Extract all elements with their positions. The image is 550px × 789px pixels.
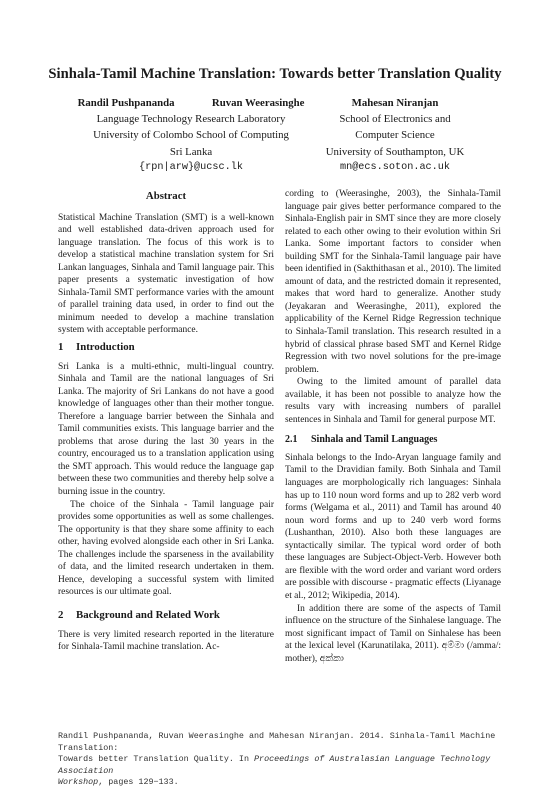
author-email: mn@ecs.soton.ac.uk: [339, 161, 451, 173]
citation-footer: [58, 731, 498, 789]
paper-title: Sinhala-Tamil Machine Translation: Towards better Translation Quality: [48, 66, 502, 82]
left-column: [58, 190, 274, 654]
section-number: 1: [58, 341, 64, 354]
author-names-left: [66, 95, 316, 111]
footer-line: Towards better Translation Quality. In Proceedings of Australasian Language Technology Association: [58, 754, 491, 776]
abstract-heading: Abstract: [145, 190, 187, 202]
section-heading: [58, 609, 274, 622]
footer-line: Workshop, pages 129−133.: [58, 777, 179, 788]
section-number: 2: [58, 608, 64, 621]
footer-line: Randil Pushpananda, Ruvan Weerasinghe and Mahesan Niranjan. 2014. Sinhala-Tamil Machine Translation:: [58, 731, 496, 753]
paragraph: In addition there are some of the aspects of Tamil influence on the structure of the Sinhalese language. The most significant impact of Tamil on Sinhalese has been at the lexical level (Karunatilaka, 2011). අම්මා (/amma/: mother), අක්කා: [285, 603, 501, 664]
affiliation-line: Sri Lanka: [169, 145, 213, 158]
paragraph: cording to (Weerasinghe, 2003), the Sinhala-Tamil language pair gives better performance compared to the Sinhala-English pair in SMT since they are more closely related to each other owing to their evolution within Sri Lanka. Some important factors to consider when building SMT for the Sinhala-Tamil language pair have been identified in (Sakthithasan et al., 2010). The limited amount of data, and the restricted domain it represented, makes that word hard to generalize. Another study (Jeyakaran and Weerasinghe, 2011), explored the applicability of the Kernel Ridge Regression technique to Sinhala-Tamil translation. This research resulted in a hybrid of classical phrase based SMT and Kernel Ridge Regression with two novel solutions for the pre-image problem.: [285, 189, 501, 375]
affiliation-line: Language Technology Research Laboratory: [96, 113, 286, 126]
author-email: {rpn|arw}@ucsc.lk: [139, 161, 243, 173]
paragraph: The choice of the Sinhala - Tamil language pair provides some opportunities as well as some challenges. The opportunity is that they share some affinity to each other, having evolved alongside each other in Sri Lanka. The challenges include the sparseness in the availability of data, and the limited research undertaken in them. Hence, developing a successful system with limited resources is our ultimate goal.: [58, 499, 274, 598]
paragraph: There is very limited research reported in the literature for Sinhala-Tamil machine translation. Ac-: [58, 629, 274, 653]
paragraph: Sinhala belongs to the Indo-Aryan language family and Tamil to the Dravidian family. Both Sinhala and Tamil languages are morphologically rich languages: Sinhala has up to 110 noun word forms and up to 282 verb word forms (Welgama et al., 2011) and Tamil has around 40 noun word forms and up to 240 verb word forms (Lushanthan, 2010). Also both these languages are syntactically similar. The typical word order of both these languages are Subject-Object-Verb. However both are flexible with the word order and variant word orders are possible with discourse - pragmatic effects (Liyanage et al., 2012; Wikipedia, 2014).: [285, 452, 501, 601]
author-name: Randil Pushpananda: [77, 97, 175, 109]
right-column: [285, 188, 501, 665]
subsection-number: 2.1: [285, 434, 298, 446]
author-name: Ruvan Weerasinghe: [211, 97, 305, 109]
paragraph: Sri Lanka is a multi-ethnic, multi-lingual country. Sinhala and Tamil are the national languages of Sri Lanka. The majority of Sri Lankans do not have a good knowledge of languages other than their mother tongue. Therefore a language barrier between the Sinhala and Tamil communities exists. This language barrier and the problems that arose during the last 30 years in the country, encouraged us to a translation application using the SMT approach. This would reduce the language gap between these two communities and thereby help solve a burning issue in the country.: [58, 361, 274, 498]
paragraph: Owing to the limited amount of parallel data available, it has been not possible to analyze how the results vary with increasing numbers of parallel sentences in Sinhala and Tamil for general purpose MT.: [285, 377, 501, 425]
affiliation-line: Computer Science: [355, 129, 435, 142]
section-heading: [58, 341, 274, 354]
affiliation-line: University of Southampton, UK: [325, 145, 465, 158]
subsection-heading: [285, 434, 501, 447]
authors-right: [300, 95, 490, 176]
subsection-title: Sinhala and Tamil Languages: [311, 434, 438, 446]
abstract-text: Statistical Machine Translation (SMT) is a well-known and well established data-driven approach used for language translation. The focus of this work is to develop a statistical machine translation system for Sri Lankan languages, Sinhala and Tamil language pair. This paper presents a systematic investigation of how Sinhala-Tamil SMT performance varies with the amount of parallel training data used, in order to find out the minimum needed to develop a machine translation system with acceptable performance.: [58, 212, 274, 336]
author-name: Mahesan Niranjan: [351, 97, 439, 109]
affiliation-line: School of Electronics and: [339, 113, 451, 126]
section-title: Introduction: [76, 341, 135, 354]
section-title: Background and Related Work: [76, 608, 220, 621]
affiliation-line: University of Colombo School of Computing: [93, 129, 289, 142]
authors-left: [66, 95, 316, 176]
